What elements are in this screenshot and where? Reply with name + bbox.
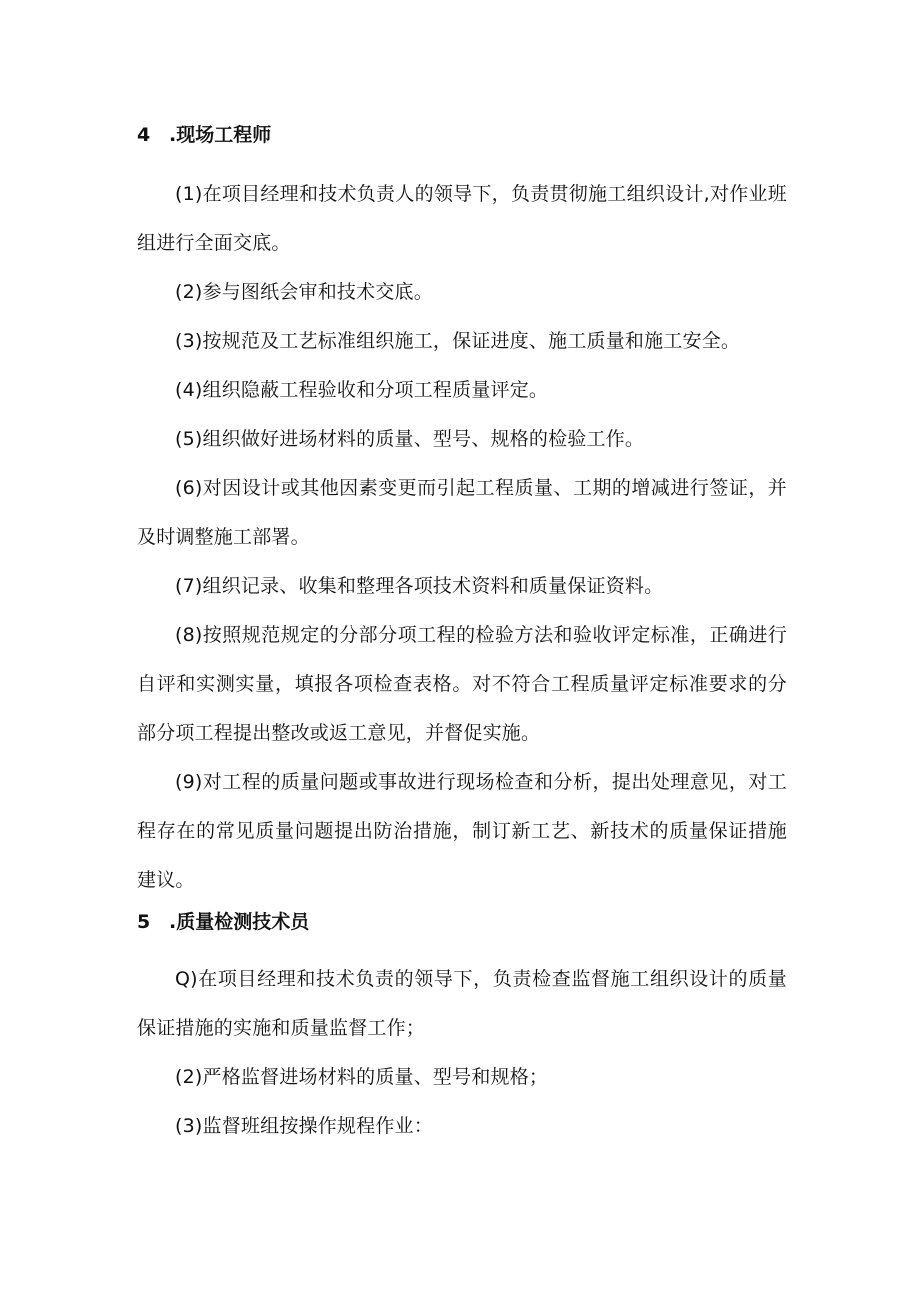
section-4-item-9: (9)对工程的质量问题或事故进行现场检查和分析，提出处理意见，对工程存在的常见质量问题提出防治措施，制订新工艺、新技术的质量保证措施建议。	[137, 771, 787, 891]
section-5-heading	[137, 905, 787, 939]
section-5-item-3: (3)监督班组按操作规程作业：	[175, 1115, 433, 1137]
section-4-item-4: (4)组织隐蔽工程验收和分项工程质量评定。	[175, 379, 549, 401]
section-4-item-1: (1)在项目经理和技术负责人的领导下，负责贯彻施工组织设计,对作业班组进行全面交底。	[137, 183, 787, 254]
section-4-title: .现场工程师	[169, 124, 272, 146]
section-4-item-7: (7)组织记录、收集和整理各项技术资料和质量保证资料。	[175, 575, 664, 597]
section-4-item-6: (6)对因设计或其他因素变更而引起工程质量、工期的增减进行签证，并及时调整施工部署。	[137, 477, 787, 548]
section-4-item-5: (5)组织做好进场材料的质量、型号、规格的检验工作。	[175, 428, 645, 450]
section-5-title: .质量检测技术员	[169, 911, 310, 933]
section-5-number: 5	[137, 911, 151, 933]
section-4-item-8: (8)按照规范规定的分部分项工程的检验方法和验收评定标准，正确进行自评和实测实量，填报各项检查表格。对不符合工程质量评定标准要求的分部分项工程提出整改或返工意见，并督促实施。	[137, 624, 787, 744]
section-4-item-3: (3)按规范及工艺标准组织施工，保证进度、施工质量和施工安全。	[175, 330, 741, 352]
section-5-item-2: (2)严格监督进场材料的质量、型号和规格；	[175, 1066, 549, 1088]
section-4-heading	[137, 118, 787, 152]
section-5-item-1: Q)在项目经理和技术负责的领导下，负责检查监督施工组织设计的质量保证措施的实施和质量监督工作；	[137, 968, 787, 1039]
section-4-number: 4	[137, 124, 151, 146]
document-body	[137, 118, 787, 1151]
section-4-item-2: (2)参与图纸会审和技术交底。	[175, 281, 433, 303]
